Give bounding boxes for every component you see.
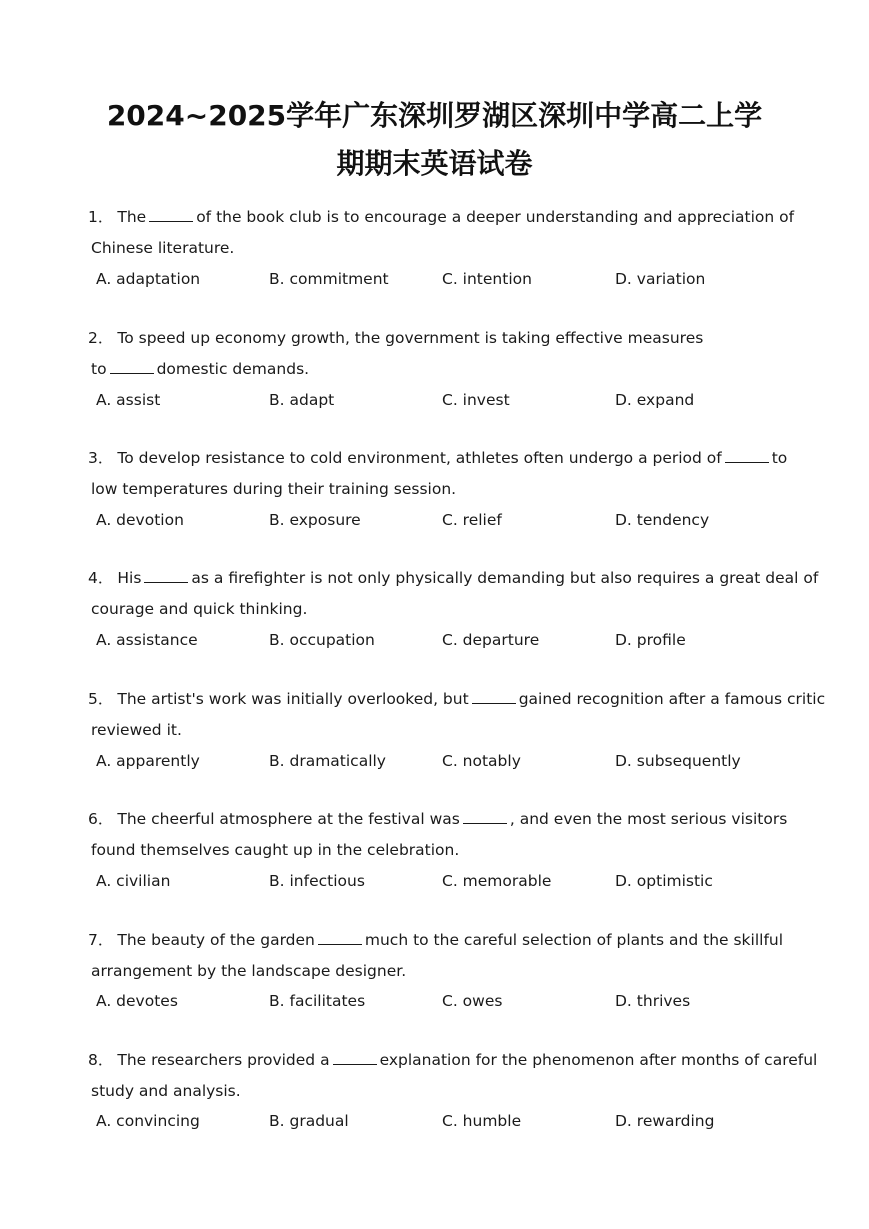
option-b: B. commitment bbox=[269, 270, 389, 288]
option-a: A. civilian bbox=[96, 872, 171, 890]
option-d: D. profile bbox=[615, 631, 686, 649]
question-stem-line: 5． The artist's work was initially overlooked, but gained recognition after a famous critic bbox=[88, 690, 826, 708]
option-d: D. tendency bbox=[615, 511, 710, 529]
answer-blank bbox=[149, 207, 193, 222]
question-stem-line: 8． The researchers provided a explanation for the phenomenon after months of careful bbox=[88, 1051, 818, 1069]
exam-title-line-2: 期期末英语试卷 bbox=[336, 147, 533, 180]
option-d: D. variation bbox=[615, 270, 706, 288]
answer-blank bbox=[725, 448, 769, 463]
question-stem-line: study and analysis. bbox=[91, 1082, 241, 1100]
option-a: A. apparently bbox=[96, 752, 200, 770]
question-stem-line: 6． The cheerful atmosphere at the festival was , and even the most serious visitors bbox=[88, 810, 788, 828]
option-c: C. departure bbox=[442, 631, 540, 649]
option-a: A. assist bbox=[96, 391, 161, 409]
option-a: A. devotes bbox=[96, 992, 178, 1010]
question-stem-line: 4． His as a firefighter is not only physically demanding but also requires a great deal of bbox=[88, 569, 819, 587]
question-stem-line: low temperatures during their training session. bbox=[91, 480, 457, 498]
question-number: 5． bbox=[88, 690, 114, 708]
option-b: B. dramatically bbox=[269, 752, 386, 770]
option-d: D. expand bbox=[615, 391, 695, 409]
question-stem-line: reviewed it. bbox=[91, 721, 182, 739]
answer-blank bbox=[472, 689, 516, 704]
option-c: C. owes bbox=[442, 992, 503, 1010]
option-c: C. humble bbox=[442, 1112, 522, 1130]
answer-blank bbox=[318, 930, 362, 945]
option-c: C. notably bbox=[442, 752, 521, 770]
option-b: B. adapt bbox=[269, 391, 335, 409]
option-a: A. adaptation bbox=[96, 270, 201, 288]
question-number: 8． bbox=[88, 1051, 114, 1069]
option-b: B. exposure bbox=[269, 511, 361, 529]
question-number: 3． bbox=[88, 449, 114, 467]
exam-title-line-1: 2024~2025学年广东深圳罗湖区深圳中学高二上学 bbox=[106, 99, 763, 132]
answer-blank bbox=[144, 568, 188, 583]
option-a: A. devotion bbox=[96, 511, 184, 529]
option-a: A. assistance bbox=[96, 631, 198, 649]
question-number: 7． bbox=[88, 931, 114, 949]
answer-blank bbox=[463, 809, 507, 824]
option-c: C. intention bbox=[442, 270, 532, 288]
option-b: B. infectious bbox=[269, 872, 365, 890]
option-b: B. occupation bbox=[269, 631, 375, 649]
option-d: D. subsequently bbox=[615, 752, 741, 770]
option-b: B. gradual bbox=[269, 1112, 349, 1130]
option-c: C. relief bbox=[442, 511, 502, 529]
question-stem-line: Chinese literature. bbox=[91, 239, 235, 257]
exam-title bbox=[60, 92, 809, 188]
option-d: D. rewarding bbox=[615, 1112, 715, 1130]
question-number: 2． bbox=[88, 329, 114, 347]
answer-blank bbox=[333, 1050, 377, 1065]
answer-blank bbox=[110, 359, 154, 374]
question-stem-line: arrangement by the landscape designer. bbox=[91, 962, 407, 980]
option-a: A. convincing bbox=[96, 1112, 200, 1130]
option-d: D. optimistic bbox=[615, 872, 713, 890]
question-stem-line: 3． To develop resistance to cold environment, athletes often undergo a period of to bbox=[88, 449, 788, 467]
question-stem-line: courage and quick thinking. bbox=[91, 600, 308, 618]
option-d: D. thrives bbox=[615, 992, 691, 1010]
option-c: C. invest bbox=[442, 391, 510, 409]
question-stem-line: found themselves caught up in the celebration. bbox=[91, 841, 460, 859]
question-number: 4． bbox=[88, 569, 114, 587]
question-number: 6． bbox=[88, 810, 114, 828]
question-stem-line: 2． To speed up economy growth, the government is taking effective measures bbox=[88, 329, 704, 347]
question-stem-line: to domestic demands. bbox=[91, 360, 310, 378]
question-number: 1． bbox=[88, 208, 114, 226]
option-b: B. facilitates bbox=[269, 992, 366, 1010]
question-stem-line: 7． The beauty of the garden much to the careful selection of plants and the skillful bbox=[88, 931, 784, 949]
option-c: C. memorable bbox=[442, 872, 552, 890]
question-stem-line: 1． The of the book club is to encourage a deeper understanding and appreciation of bbox=[88, 208, 795, 226]
